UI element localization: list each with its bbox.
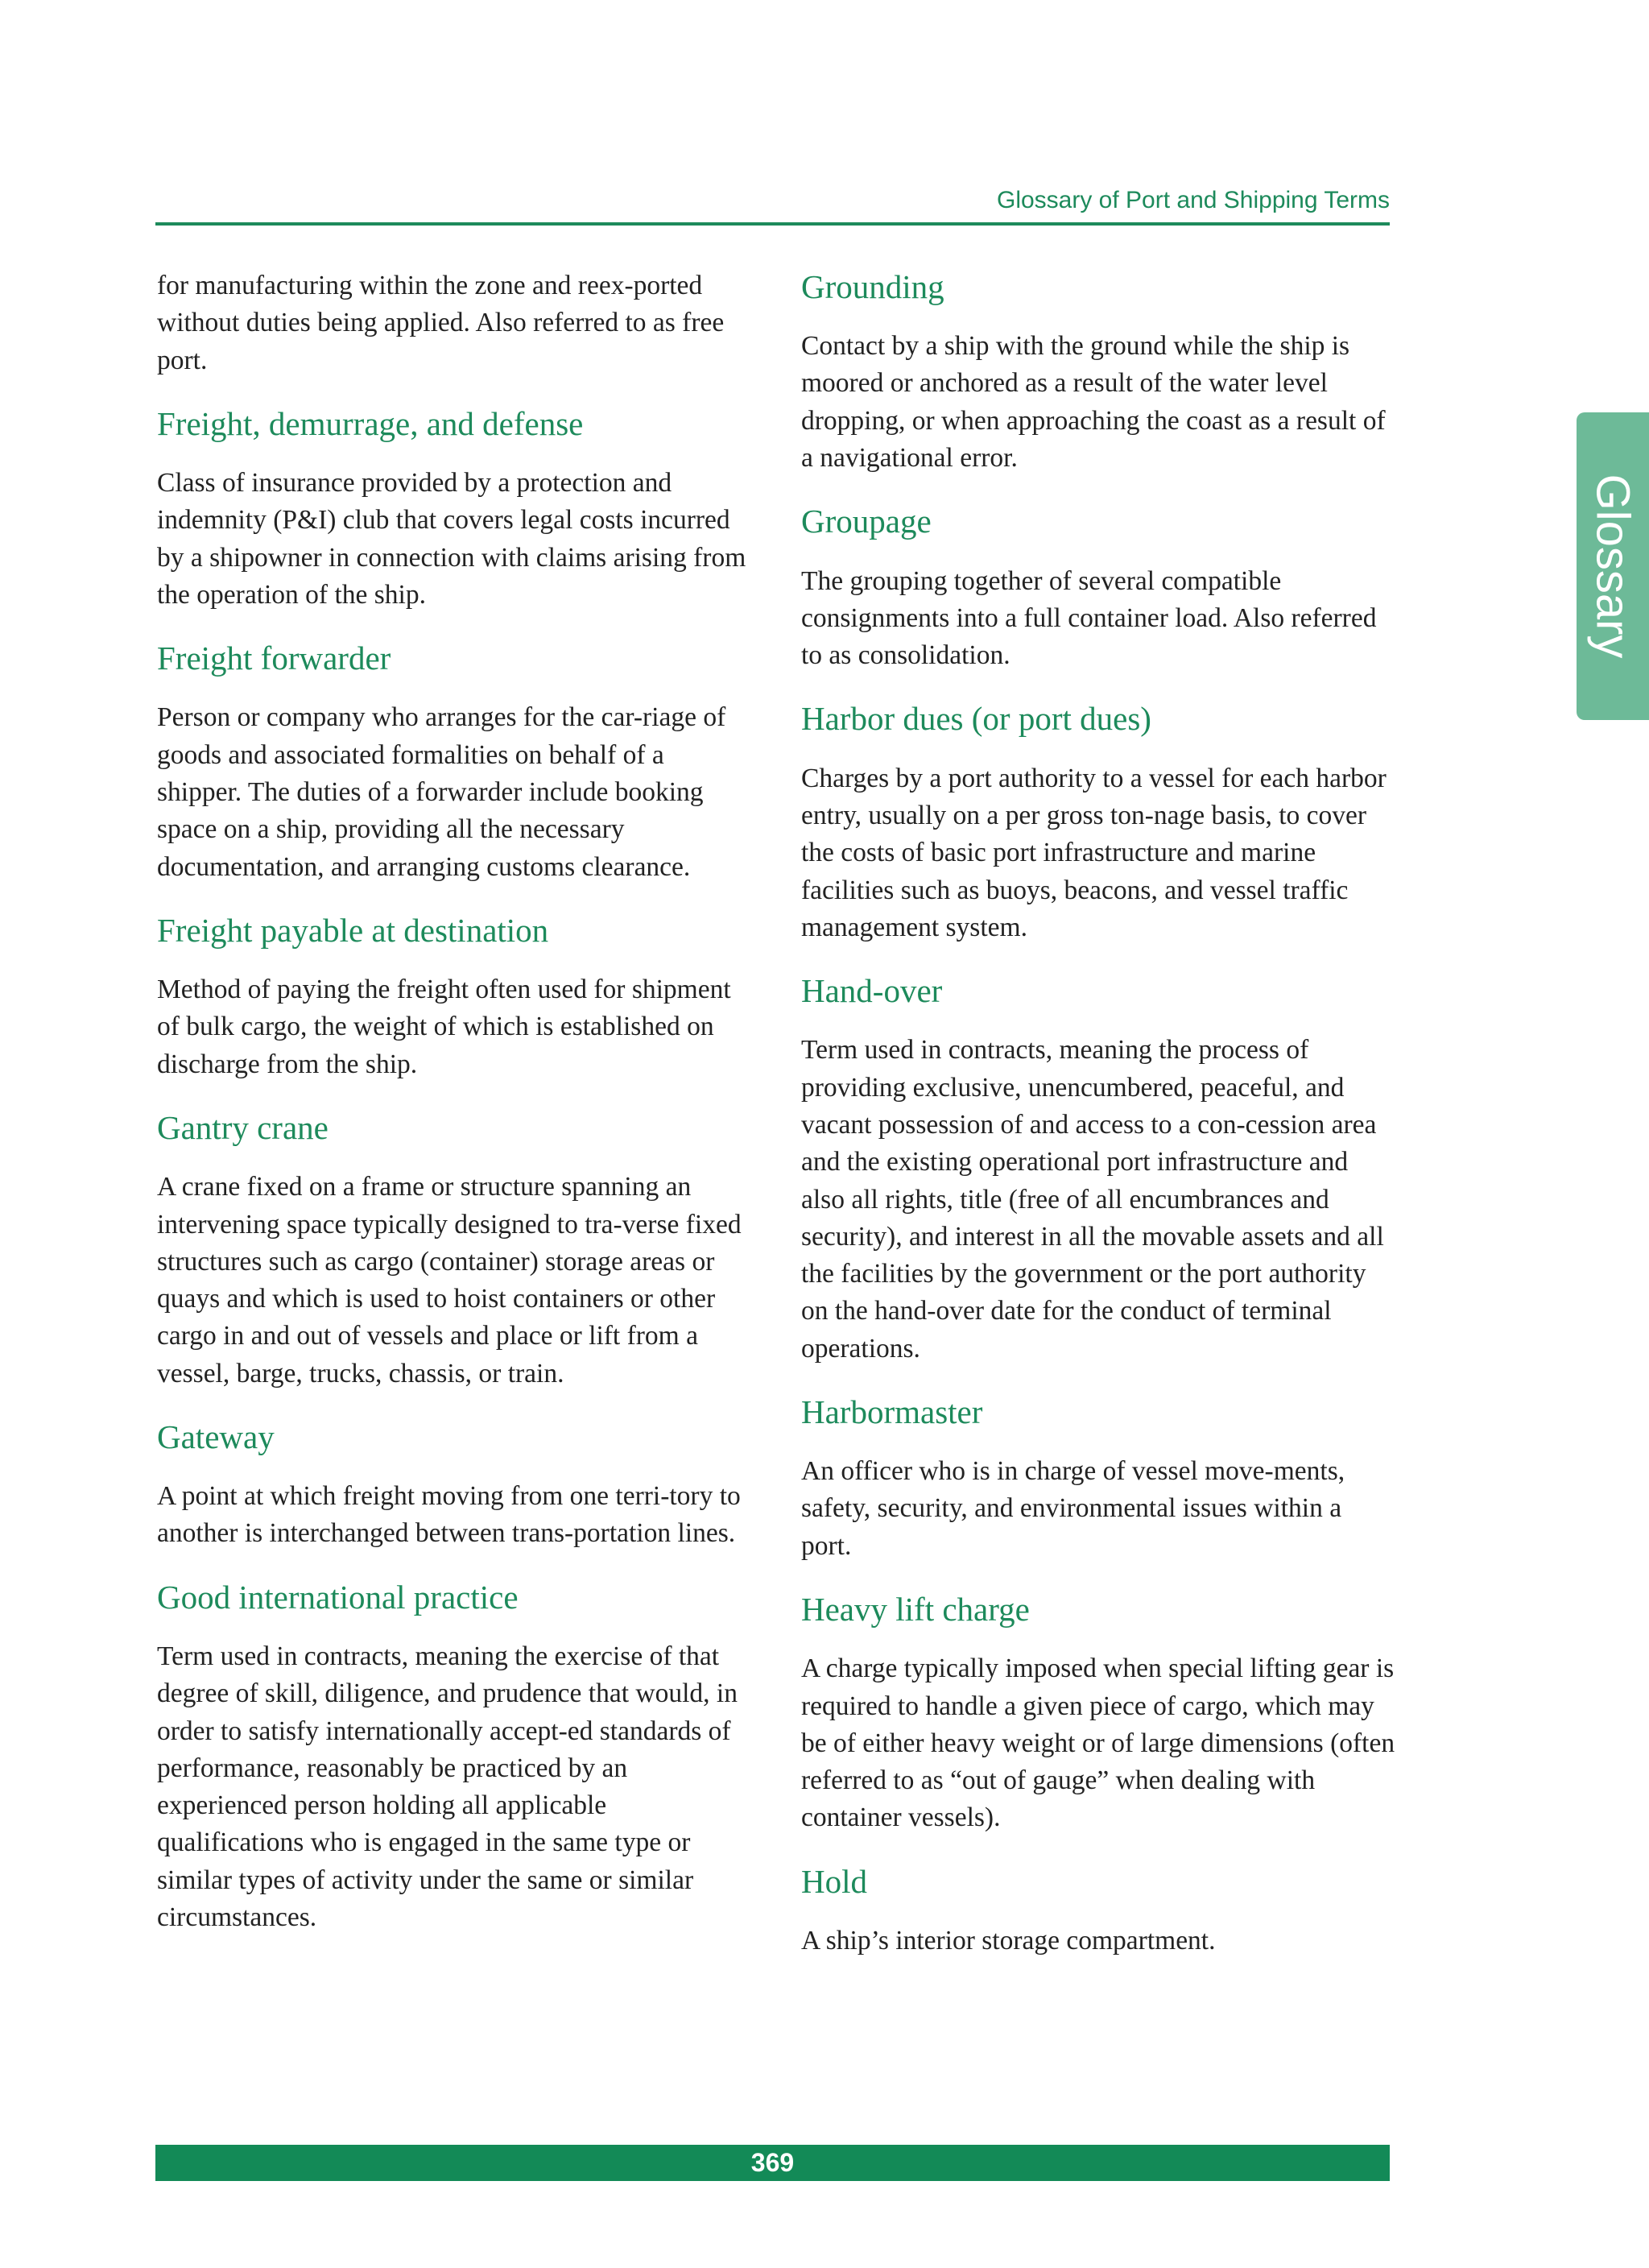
glossary-definition: Term used in contracts, meaning the exercise of that degree of skill, diligence, and prudence that would, in order to satisfy internationally accept-ed standards of performance, reasonably be practiced by an experienced person holding all applicable qualifications who is engaged in the same type or similar types of activity under the same or similar circumstances. xyxy=(157,1641,738,1933)
glossary-term: Freight payable at destination xyxy=(157,911,549,949)
glossary-definition: A ship’s interior storage compartment. xyxy=(801,1925,1216,1956)
glossary-term: Hand-over xyxy=(801,972,943,1010)
glossary-term: Groupage xyxy=(801,503,932,540)
header-rule xyxy=(155,222,1390,226)
glossary-term: Harbormaster xyxy=(801,1393,983,1430)
glossary-definition: Person or company who arranges for the car-riage of goods and associated formalities on behalf of a shipper. The duties of a forwarder include booking space on a ship, providing all the necessary documentation, and arranging customs clearance. xyxy=(157,702,726,882)
glossary-term: Heavy lift charge xyxy=(801,1591,1030,1629)
glossary-definition: A point at which freight moving from one terri-tory to another is interchanged between trans-portation lines. xyxy=(157,1481,741,1549)
footer-bar xyxy=(155,2145,1390,2181)
glossary-term: Freight, demurrage, and defense xyxy=(157,404,584,442)
glossary-term: Good international practice xyxy=(157,1578,519,1616)
glossary-definition: The grouping together of several compatible consignments into a full container load. Also referred to as consolidation. xyxy=(801,565,1377,671)
glossary-definition: Charges by a port authority to a vessel for each harbor entry, usually on a per gross ton-nage basis, to cover the costs of basic port infrastructure and marine facilities such as buoys, beacons, and vessel traffic management system. xyxy=(801,763,1387,942)
glossary-side-tab xyxy=(1577,412,1649,720)
glossary-definition: A charge typically imposed when special lifting gear is required to handle a given piece of cargo, which may be of either heavy weight or of large dimensions (often referred to as “out of gauge” when dealing with container vessels). xyxy=(801,1653,1395,1833)
glossary-term: Freight forwarder xyxy=(157,639,391,677)
glossary-term: Hold xyxy=(801,1862,867,1900)
glossary-term: Gateway xyxy=(157,1418,275,1455)
side-tab-label: Glossary xyxy=(1586,474,1639,659)
glossary-term: Grounding xyxy=(801,268,944,305)
right-column xyxy=(801,267,1397,1984)
left-column xyxy=(157,267,753,1961)
page-number: 369 xyxy=(750,2148,795,2177)
glossary-definition: Class of insurance provided by a protection and indemnity (P&I) club that covers legal costs incurred by a shipowner in connection with claims arising from the operation of the ship. xyxy=(157,468,746,610)
glossary-definition: Contact by a ship with the ground while the ship is moored or anchored as a result of the water level dropping, or when approaching the coast as a result of a navigational error. xyxy=(801,331,1386,474)
glossary-definition: Method of paying the freight often used for shipment of bulk cargo, the weight of which is established on discharge from the ship. xyxy=(157,975,731,1079)
glossary-definition: An officer who is in charge of vessel move-ments, safety, security, and environmental issues within a port. xyxy=(801,1456,1345,1561)
continuation-text: for manufacturing within the zone and reex-ported without duties being applied. Also referred to as free port. xyxy=(157,271,725,375)
glossary-term: Harbor dues (or port dues) xyxy=(801,700,1151,738)
glossary-definition: A crane fixed on a frame or structure spanning an intervening space typically designed to tra-verse fixed structures such as cargo (container) storage areas or quays and which is used to hoist containers or other cargo in and out of vessels and place or lift from a vessel, barge, trucks, chassis, or train. xyxy=(157,1172,742,1389)
glossary-term: Gantry crane xyxy=(157,1109,329,1147)
glossary-definition: Term used in contracts, meaning the process of providing exclusive, unencumbered, peaceful, and vacant possession of and access to a con-cession area and the existing operational port infrastructure and also all rights, title (free of all encumbrances and security), and interest in all the movable assets and all the facilities by the government or the port authority on the hand-over date for the conduct of terminal operations. xyxy=(801,1035,1384,1364)
running-header-title: Glossary of Port and Shipping Terms xyxy=(996,187,1390,213)
